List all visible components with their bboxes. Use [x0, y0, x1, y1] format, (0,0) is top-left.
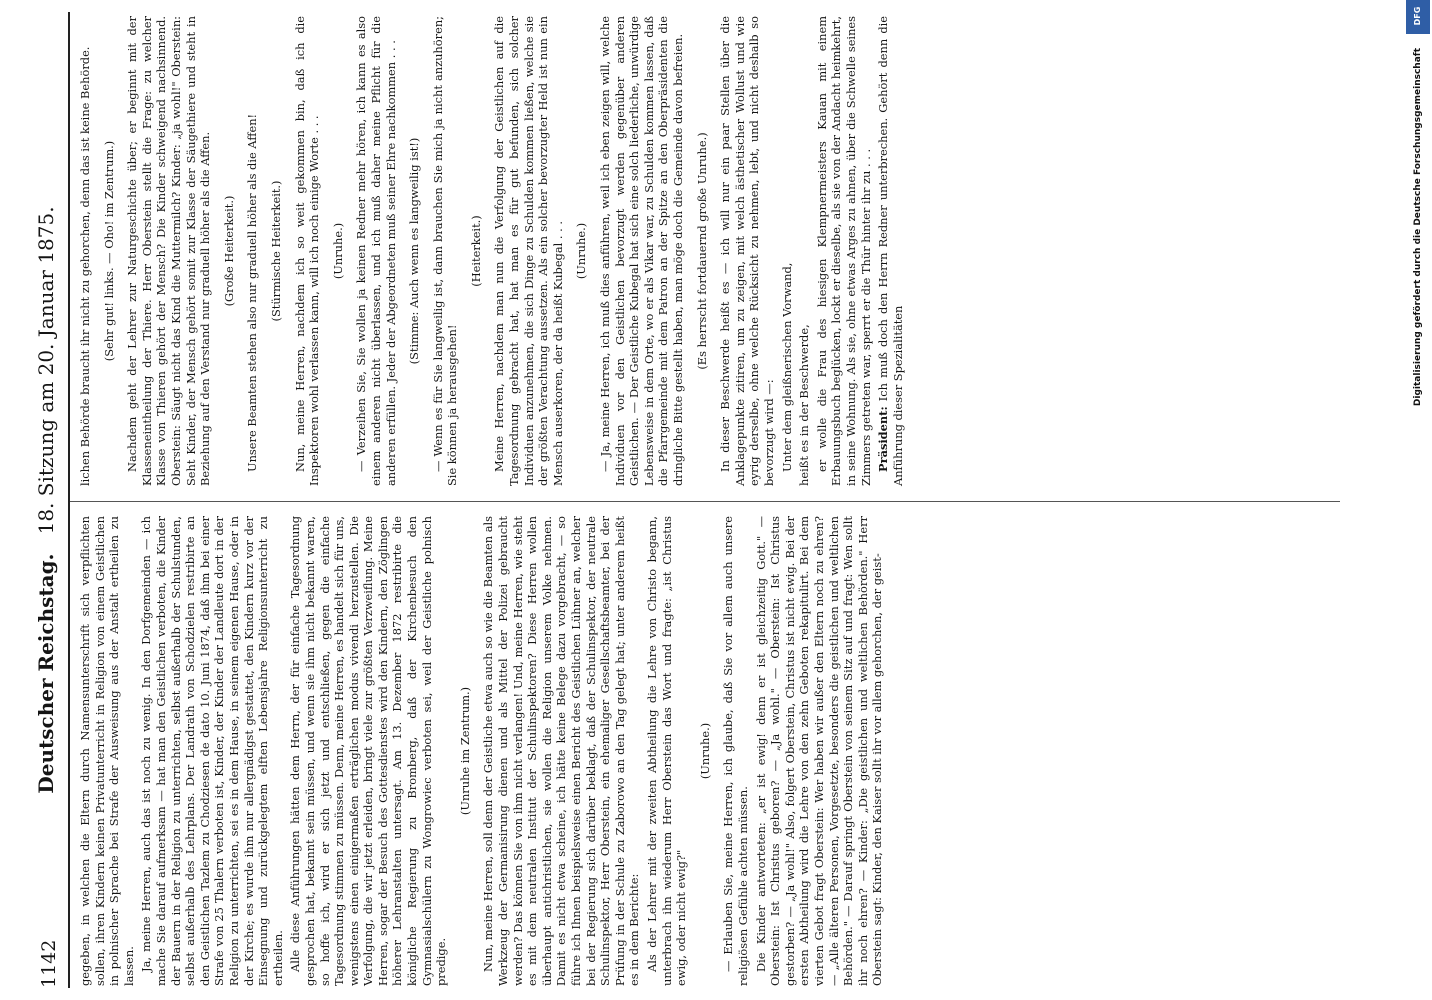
- credit-text: Digitalisierung gefördert durch die Deutsche Forschungsgemeinschaft: [1413, 48, 1423, 407]
- quote-line: er wolle die Frau des hiesigen Klempnermeisters Kauan mit einem Erbauungsbuch beglücken, lockt er dieselbe, als sie von der Andacht heimkehrt, in seine Wohnung. Als sie, ohne etwas Arges zu ahnen, über die Schwelle seines Zimmers getreten war, sperrt er die Thür hinter ihr zu . . .: [814, 16, 873, 486]
- paragraph: — Ja, meine Herren, ich muß dies anführen, weil ich eben zeigen will, welche Individuen vor den Geistlichen bevorzugt werden gegenüber anderen Geistlichen. — Der Geistliche Kubegal hat sich eine solch liederliche, unwürdige Lebensweise in dem Orte, wo er als Vikar war, zu Schulden kommen lassen, daß die Pfarrgemeinde mit dem Patron an der Spitze an den Oberpräsidenten die dringliche Bitte gestellt haben, man möge doch die Gemeinde davon befreien.: [598, 16, 685, 486]
- paragraph: Meine Herren, nachdem man nun die Verfolgung der Geistlichen auf die Tagesordnung gebracht hat, hat man es für gut befunden, sich solcher Individuen anzunehmen, die sich Dinge zu Schulden kommen ließen, welche sie der größten Verachtung aussetzen. Als ein solcher bevorzugter Held ist nun ein Mensch auserkoren, der da heißt Kubegal . . .: [492, 16, 565, 486]
- paragraph: Alle diese Anführungen hätten dem Herrn, der für einfache Tagesordnung gesprochen hat, bekannt sein müssen, und wenn sie ihm nicht bekannt waren, so hoffe ich, wird er sich jetzt und entschließen, gegen die einfache Tagesordnung stimmen zu müssen. Denn, meine Herren, es handelt sich für uns, wenigstens einen einigermaßen erträglichen modus vivendi herzustellen. Die Verfolgung, die wir jetzt erleiden, bringt viele zur größten Verzweiflung. Meine Herren, sogar der Besuch des Gottesdienstes wird den Kindern, den Zöglingen höherer Lehranstalten untersagt. Am 13. Dezember 1872 restribirte die königliche Regierung zu Bromberg, daß der Kirchenbesuch den Gymnasialschülern zu Wongrowiec verboten sei, weil der Geistliche polnisch predige.: [288, 516, 449, 986]
- paragraph: — Verzeihen Sie, Sie wollen ja keinen Redner mehr hören, ich kann es also einem anderen nicht überlassen, und ich muß daher meine Pflicht für die anderen erfüllen. Jeder der Abgeordneten muß seiner Ehre nachkommen . . .: [354, 16, 398, 486]
- paragraph: gegeben, in welchen die Eltern durch Namensunterschrift sich verpflichten sollen, ihren Kindern keinen Privatunterricht in Religion von einem Geistlichen in polnischer Sprache bei Strafe der Ausweisung aus der Anstalt ertheilen zu lassen.: [78, 516, 136, 986]
- paragraph: Ja, meine Herren, auch das ist noch zu wenig. In den Dorfgemeinden — ich mache Sie darauf aufmerksam — hat man den Geistlichen verboten, die Kinder der Bauern in der Religion zu unterrichten, selbst außerhalb der Schulstunden, selbst außerhalb des Lehrplans. Der Landrath von Schodzielen restribirte an den Geistlichen Tazlem zu Chodziesen de dato 10. Juni 1874, daß ihm bei einer Strafe von 25 Thalern verboten ist, Kinder, der Kinder der Landleute dort in der Religion zu unterrichten, sei es in dem Hause, in seinem eigenen Hause, oder in der Kirche; es wurde ihm nur allergnädigst gestattet, den Kindern kurz vor der Einsegnung und zurückgelegtem elften Lebensjahre Religionsunterricht zu ertheilen.: [139, 516, 285, 986]
- paragraph: lichen Behörde braucht ihr nicht zu gehorchen, denn das ist keine Behörde.: [78, 46, 92, 486]
- paragraph: In dieser Beschwerde heißt es — ich will nur ein paar Stellen über die Anklagepunkte zitiren, um zu zeigen, mit welch ästhetischer Wollust und wie eyrig derselbe, ohne welche Rücksicht zu nehmen, lebt, und nicht deshalb so bevorzugt wird —:: [718, 16, 776, 486]
- quote-line: Unter dem gleißnerischen Vorwand,: [779, 262, 794, 472]
- interjection: (Unruhe im Zentrum.): [457, 686, 472, 816]
- interjection: (Stürmische Heiterkeit.): [268, 180, 283, 322]
- digitization-credit: [1406, 6, 1430, 985]
- interjection: (Heiterkeit.): [468, 215, 483, 287]
- interjection: (Unruhe.): [574, 222, 589, 280]
- paragraph: — Wenn es für Sie langweilig ist, dann brauchen Sie mich ja nicht anzuhören; Sie können ja herausgehen!: [430, 16, 460, 486]
- paragraph: heißt es in der Beschwerde,: [797, 324, 812, 486]
- right-column: [78, 16, 908, 486]
- interjection: (Sehr gut! links. — Oho! im Zentrum.): [101, 140, 116, 362]
- header-session: 18. Sitzung am 20. Januar 1875.: [34, 206, 58, 535]
- dfg-logo: DFG: [1406, 0, 1430, 34]
- interjection: (Es herrscht fortdauernd große Unruhe.): [694, 132, 709, 370]
- speaker-paragraph: [876, 16, 905, 486]
- interjection: (Unruhe.): [330, 222, 345, 280]
- paragraph: — Erlauben Sie, meine Herren, ich glaube, daß Sie vor allem auch unsere religiösen Gefühle achten müssen.: [721, 516, 750, 986]
- paragraph: Die Kinder antworteten: „er ist ewig! denn er ist gleichzeitig Gott." — Oberstein: Ist Christus geboren? — „Ja wohl." — Oberstein: Ist Christus gestorben? — „Ja wohl!" Also, folgert Oberstein, Christus ist nicht ewig. Bei der ersten Abtheilung wird die Lehre von den zehn Geboten rekapitulirt. Bei dem vierten Gebot fragt Oberstein: Wer haben wir außer den Eltern noch zu ehren? — „Alle älteren Personen, Vorgesetzte, besonders die geistlichen und weltlichen Behörden." — Darauf springt Oberstein von seinem Sitz auf und fragt: Wen sollt ihr noch ehren? — Kinder: „Die geistlichen und weltlichen Behörden." Herr Oberstein sagt: Kinder, den Kaiser sollt ihr vor allem gehorchen, der geist-: [753, 516, 885, 986]
- column-divider: [70, 501, 1340, 502]
- paragraph: Nun, meine Herren, soll denn der Geistliche etwa auch so wie die Beamten als Werkzeug der Germanisirung dienen und als Mittel der Polizei gebraucht werden? Das können Sie von ihm nicht verlangen! Und, meine Herren, wie steht es mit dem neutralen Institut der Schulinspektoren? Diese Herren wollen überhaupt antichristlichen, sie wollen die Religion unserem Volke nehmen. Damit es nicht etwa scheine, ich hätte keine Belege dazu vorgebracht, — so führe ich Ihnen beispielsweise einen Bericht des Geistlichen Lühner an, welcher bei der Regierung sich darüber beklagt, daß der Schulinspektor, der neutrale Schulinspektor, Herr Oberstein, ein ehemaliger Gesellschaftsbeamter, bei der Prüfung in der Schule zu Zaborowo an den Tag gelegt hat; unter anderem heißt es in dem Berichte:: [481, 516, 642, 986]
- block-quote: Als der Lehrer mit der zweiten Abtheilung die Lehre von Christo begann, unterbrach ihn wiederum Herr Oberstein das Wort und fragte: „ist Christus ewig, oder nicht ewig?": [644, 516, 689, 986]
- speaker-text: Ich muß doch den Herrn Redner unterbrechen. Gehört denn die Anführung dieser Spezialitäten: [876, 16, 905, 486]
- dfg-margin: [1406, 6, 1430, 985]
- paragraph: Nun, meine Herren, nachdem ich so weit gekommen bin, daß ich die Inspektoren wohl verlassen kann, will ich noch einige Worte . . .: [292, 16, 322, 486]
- interjection: (Unruhe.): [697, 722, 712, 780]
- paragraph: Nachdem geht der Lehrer zur Naturgeschichte über; er beginnt mit der Klasseneintheilung der Thiere. Herr Oberstein stellt die Frage: zu welcher Klasse von Thieren gehört der Mensch? Die Kinder schweigend nachsinnend. Oberstein: Säugt nicht das Kind die Muttermilch? Kinder: „ja wohl!" Oberstein: Seht Kinder, der Mensch gehört somit zur Klasse der Säugethiere und steht in Beziehung auf den Verstand nur graduell höher als die Affen.: [125, 16, 213, 486]
- speaker-label: Präsident:: [876, 406, 891, 472]
- paragraph: Unsere Beamten stehen also nur graduell höher als die Affen!: [245, 113, 260, 472]
- header-title-line: [34, 0, 58, 1000]
- page-number: 1142: [38, 939, 60, 988]
- header-rule: [68, 12, 70, 988]
- interjection: (Stimme: Auch wenn es langweilig ist!): [407, 137, 422, 365]
- page-header: [30, 0, 64, 1000]
- interjection: (Große Heiterkeit.): [221, 195, 236, 307]
- left-column: [78, 516, 888, 986]
- header-title: Deutscher Reichstag.: [34, 553, 58, 794]
